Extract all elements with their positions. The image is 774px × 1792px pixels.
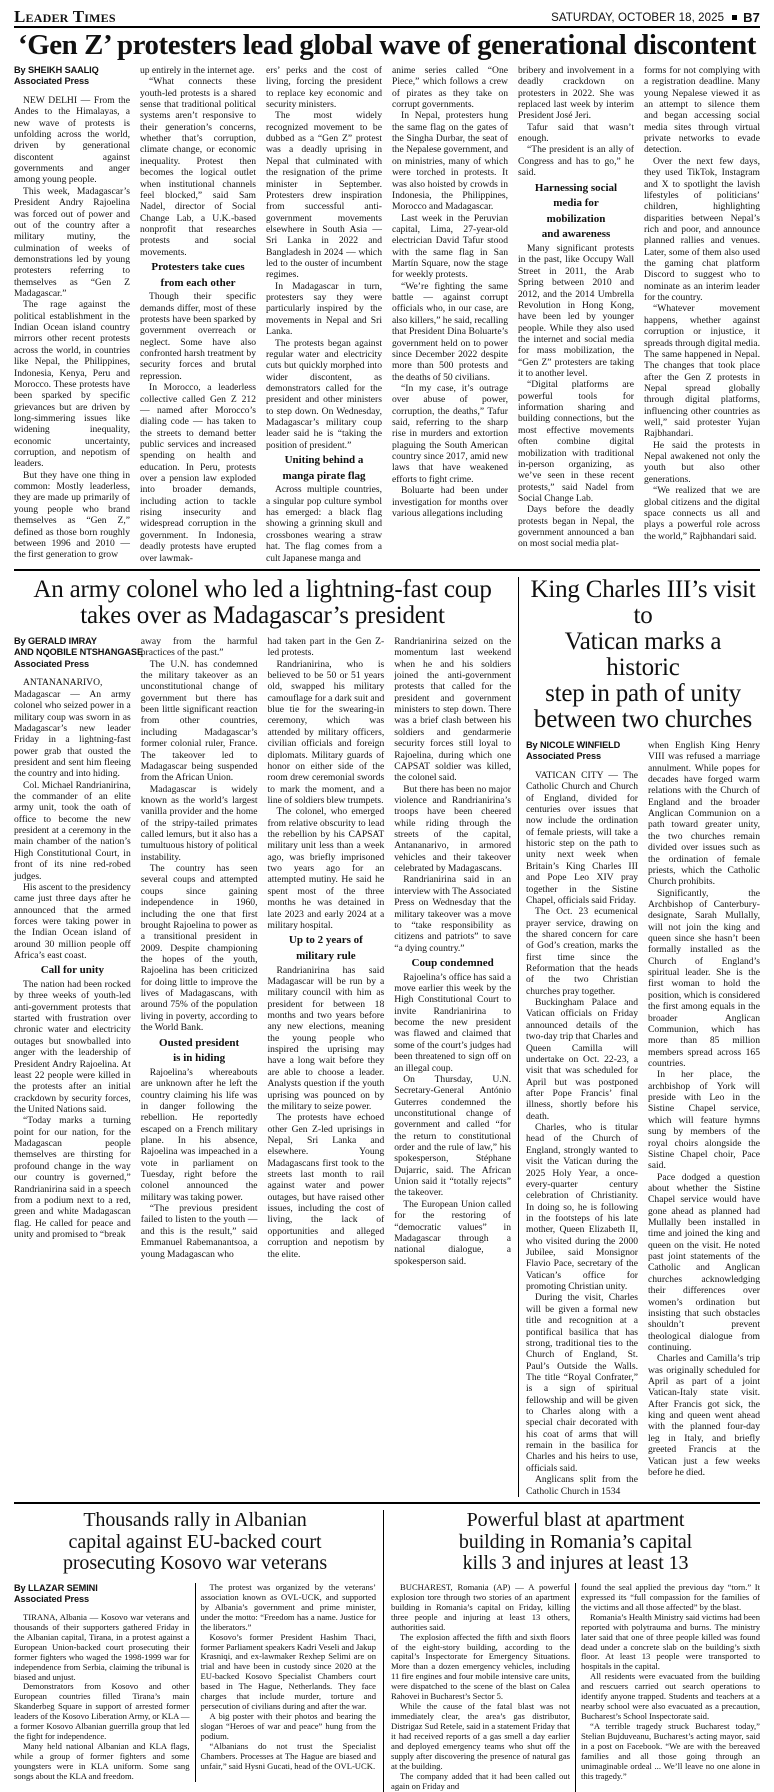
body-paragraph: BUCHAREST, Romania (AP) — A powerful explosion tore through two stories of an apartment building in Romania’s capital on Friday, killing three people and injuring at least 13 others, authorities said. bbox=[391, 1581, 570, 1632]
byline bbox=[14, 1583, 190, 1606]
body-paragraph: But there has been no major violence and Randrianirina’s troops have been cheered while riding through the streets of the capital, Antananarivo, in armored vehicles and their takeover celebrated by Madagascans. bbox=[394, 783, 511, 875]
madagascar-headline-line-2: takes over as Madagascar’s president bbox=[80, 601, 445, 629]
text-column bbox=[513, 65, 634, 564]
body-paragraph: The U.N. has condemned the military takeover as an unconstitutional change of government but there has been little significant reaction from other countries, including Madagascar’s former colonial ruler, France. The takeover led to Madagascar being suspended from the African Union. bbox=[140, 658, 258, 784]
body-paragraph: Col. Michael Randrianirina, the commander of an elite army unit, took the oath of office to become the new president at a ceremony in the main chamber of the nation’s High Constitutional Court, in front of its nine red-robed judges. bbox=[14, 779, 131, 882]
story-subheading: is in hiding bbox=[173, 1052, 226, 1065]
story-subheading: military rule bbox=[296, 949, 356, 962]
body-paragraph: Madagascar is widely known as the world’s largest vanilla provider and the home of the stripy-tailed primates called lemurs, but it also has a tumultuous history of political instability. bbox=[140, 783, 258, 863]
romania-headline-line-1: Powerful blast at apartment bbox=[466, 1508, 685, 1531]
king-charles-headline-line-4: between two churches bbox=[533, 705, 753, 733]
body-paragraph: The nation had been rocked by three weeks of youth-led anti-government protests that started with frustration over chronic water and electricity outages but snowballed into anger with the leadership of President Andry Rajoelina. At least 22 people were killed in the protests after an initial crackdown by security forces, the United Nations said. bbox=[14, 979, 131, 1115]
lead-story bbox=[14, 31, 760, 564]
body-paragraph: The protest was organized by the veterans’ association known as OVL-UCK, and supported by Albania’s government and prime minister, under the motto: “Freedom has a name. Justice for the liberators.” bbox=[200, 1581, 376, 1632]
story-subheading: Up to 2 years of bbox=[288, 934, 363, 947]
body-paragraph: Significantly, the Archbishop of Canterbury-designate, Sarah Mullally, will not join the king and queen since she hasn’t been formally installed as the Church of England’s spiritual leader. She is the first woman to hold the position, which is considered the first among equals in the broader Anglican Communion, which has more than 85 million members spread across 165 countries. bbox=[648, 887, 760, 1069]
byline-organization: Associated Press bbox=[526, 751, 602, 762]
body-paragraph: In Madagascar in turn, protesters say they were particularly inspired by the movements in Nepal and Sri Lanka. bbox=[266, 280, 382, 338]
body-paragraph: “The previous president failed to listen to the youth — and this is the result,” said Emmanuel Rabemanantsoa, a young Madagascan who bbox=[140, 1203, 258, 1260]
body-paragraph: Demonstrators from Kosovo and other European countries filled Tirana’s main Skanderbeg Square in support of arrested former leaders of the Kosovo Liberation Army, or KLA — a former Kosovo Albanian guerrilla group that led the fight for independence. bbox=[14, 1681, 190, 1742]
section-divider bbox=[14, 569, 760, 571]
body-paragraph: Randrianirina has said Madagascar will be run by a military council with him as president for between 18 months and two years before any new elections, meaning the young people who inspired the uprising may have a long wait before they are able to choose a leader. Analysts question if the youth uprising was pounced on by the military to seize power. bbox=[267, 964, 385, 1112]
newspaper-name: Leader Times bbox=[14, 7, 116, 26]
albania-columns bbox=[14, 1583, 376, 1782]
body-paragraph: “We’re fighting the same battle — against corrupt officials who, in our case, are also killers,” he said, recalling that President Dina Boluarte’s government held on to power since December 2022 despite more than 500 protests and the deaths of 50 civilians. bbox=[392, 280, 508, 383]
body-paragraph: The explosion affected the fifth and sixth floors of the eight-story building, according to the capital’s Inspectorate for Emergency Situations. More than a dozen emergency vehicles, including 11 fire engines and four mobile intensive care units, were dispatched to the scene of the blast on Calea Rahovei in Bucharest’s Sector 5. bbox=[391, 1631, 570, 1702]
body-paragraph: away from the harmful practices of the past.” bbox=[140, 635, 258, 659]
body-paragraph: He said the protests in Nepal awakened not only the youth but also other generations. bbox=[644, 439, 760, 485]
king-charles-columns bbox=[526, 740, 760, 1497]
lead-story-headline: ‘Gen Z’ protesters lead global wave of generational discontent bbox=[17, 29, 757, 61]
body-paragraph: Randrianirina, who is believed to be 50 or 51 years old, swapped his military camouflage for a dark suit and blue tie for the swearing-in ceremony, which was attended by military officers, civilian officials and foreign diplomats. Military guards of honor on either side of the room drew ceremonial swords to mark the moment, and a line of soldiers blew trumpets. bbox=[267, 658, 385, 806]
byline-author: By SHEIKH SAALIQ bbox=[14, 64, 99, 75]
story-subheading: from each other bbox=[160, 276, 236, 289]
square-bullet-icon bbox=[732, 15, 737, 20]
byline-organization: Associated Press bbox=[14, 76, 90, 87]
body-paragraph: The colonel, who emerged from relative obscurity to lead the rebellion by his CAPSAT military unit less than a week ago, was briefly imprisoned two years ago for an attempted mutiny. He said he spent most of the three months he was detained in late 2023 and early 2024 at a military hospital. bbox=[267, 806, 385, 931]
body-paragraph: “Whatever movement happens, whether against corruption or injustice, it spreads through digital media. The same happened in Nepal. The changes that took place after the Gen Z protests in Nepal spread globally through digital platforms, influencing other countries as well,” said protester Yujan Rajbhandari. bbox=[644, 303, 760, 440]
body-paragraph: Last week in the Peruvian capital, Lima, 27-year-old electrician David Tafur stood with the same flag in San Martín Square, now the stage for weekly protests. bbox=[392, 212, 508, 281]
body-paragraph: forms for not complying with a registration deadline. Many young Nepalese viewed it as an attempt to silence them and began accessing social media sites through virtual private networks to evade detection. bbox=[644, 64, 760, 156]
king-charles-headline bbox=[526, 577, 760, 733]
body-paragraph: “The president is an ally of Congress and has to go,” he said. bbox=[518, 144, 634, 179]
body-paragraph: VATICAN CITY — The Catholic Church and Church of England, divided for centuries over issues that now include the ordination of female priests, will take a historic step on the path to unity next week when Britain’s King Charles III and Pope Leo XIV pray together in the Sistine Chapel, officials said Friday. bbox=[526, 769, 638, 906]
body-paragraph: when English King Henry VIII was refused a marriage annulment. While popes for decades have forged warm relations with the Church of England and the broader Anglican Communion on a path toward greater unity, the two churches remain divided over issues such as the ordination of female priests, which the Catholic Church prohibits. bbox=[648, 739, 760, 888]
body-paragraph: On Thursday, U.N. Secretary-General António Guterres condemned the unconstitutional change of government and called “for the return to constitutional order and the rule of law,” his spokesperson, Stéphane Dujarric, said. The African Union said it “totally rejects” the takeover. bbox=[394, 1073, 511, 1199]
body-paragraph: “A terrible tragedy struck Bucharest today,” Stelian Bujduveanu, Bucharest’s acting mayor, said in a post on Facebook. “We are with the bereaved families and all those going through an unimaginable ordeal ... We’ll leave no one alone in this tragedy.” bbox=[581, 1721, 760, 1782]
text-column bbox=[387, 65, 508, 564]
body-paragraph: The country has seen several coups and attempted coups since gaining independence in 1960, including the one that first brought Rajoelina to power as a transitional president in 2009. Despite championing the hopes of the youth, Rajoelina has been criticized for doing little to improve the lives of Madagascans, with around 75% of the population living in poverty, according to the World Bank. bbox=[140, 863, 258, 1034]
body-paragraph: While the cause of the fatal blast was not immediately clear, the area’s gas distributor, Distrigaz Sud Retele, said in a statement Friday that it had received reports of a gas smell a day earlier and deployed emergency teams who shut off the supply after discovering the presence of natural gas at the building. bbox=[391, 1701, 570, 1772]
body-paragraph: Pace dodged a question about whether the Sistine Chapel service would have gone ahead as planned had Mullally been installed in time and joined the king and queen on the visit. He noted past joint statements of the Catholic and Anglican churches acknowledging their differences over women’s ordination but insisting that such obstacles shouldn’t prevent theological dialogue from continuing. bbox=[648, 1171, 760, 1353]
text-column bbox=[639, 65, 760, 564]
body-paragraph: TIRANA, Albania — Kosovo war veterans and thousands of their supporters gathered Friday in the Albanian capital, Tirana, in a protest against a European Union-backed court prosecuting their former fighters who waged the 1998-1999 war for independence from Serbia, claiming the tribunal is biased and unjust. bbox=[14, 1611, 190, 1682]
byline bbox=[526, 740, 638, 763]
story-subheading: and awareness bbox=[541, 228, 611, 241]
king-charles-headline-line-1: King Charles III’s visit to bbox=[530, 575, 756, 629]
body-paragraph: This week, Madagascar’s President Andry Rajoelina was forced out of power and out of the country after a military mutiny, the culmination of weeks of demonstrations led by young protesters referring to themselves as “Gen Z Madagascar.” bbox=[14, 185, 130, 300]
madagascar-story bbox=[14, 577, 511, 1497]
body-paragraph: “We realized that we are global citizens and the digital space connects us all and plays a powerful role across the world,” Rajbhandari said. bbox=[644, 485, 760, 542]
body-paragraph: Though their specific demands differ, most of these protests have been sparked by government overreach or neglect. Some have also confronted harsh treatment by security forces and brutal repression. bbox=[140, 291, 256, 382]
body-paragraph: Boluarte had been under investigation for months over various allegations including bbox=[392, 485, 508, 519]
text-column bbox=[135, 65, 256, 564]
body-paragraph: In her place, the archbishop of York will preside with Leo in the Sistine Chapel service, which will feature hymns sung by members of the royal choirs alongside the Sistine Chapel choir, Pace said. bbox=[648, 1069, 760, 1172]
byline-author: AND NQOBILE NTSHANGASE bbox=[14, 647, 143, 658]
madagascar-headline-line-1: An army colonel who led a lightning-fast coup bbox=[33, 575, 492, 603]
body-paragraph: In Morocco, a leaderless collective called Gen Z 212 — named after Morocco’s dialing code — has taken to the streets to demand better public services and increased spending on health and education. In Peru, protests over a pension law exploded into broader demands, including action to tackle rising insecurity and widespread corruption in the government. In Indonesia, deadly protests have erupted over lawmak- bbox=[140, 382, 256, 564]
middle-section bbox=[14, 577, 760, 1497]
albania-headline-line-3: prosecuting Kosovo war veterans bbox=[62, 1552, 328, 1575]
body-paragraph: Anglicans split from the Catholic Church in 1534 bbox=[526, 1474, 638, 1497]
story-subheading: media for bbox=[553, 197, 599, 210]
body-paragraph: Rajoelina’s whereabouts are unknown after he left the country claiming his life was in danger following the rebellion. He reportedly escaped on a French military plane. In his absence, Rajoelina was impeached in a vote in parliament on Tuesday, right before the colonel announced the military was taking power. bbox=[140, 1066, 258, 1203]
story-subheading: Protesters take cues bbox=[151, 261, 245, 274]
body-paragraph: The protests have echoed other Gen Z-led uprisings in Nepal, Sri Lanka and elsewhere. Young Madagascans first took to the streets last month to rail against water and power outages, but have raised other issues, including the cost of living, the lack of opportunities and alleged corruption and nepotism by the elite. bbox=[267, 1112, 385, 1260]
madagascar-headline bbox=[14, 577, 511, 629]
body-paragraph: Charles, who is titular head of the Church of England, strongly wanted to visit the Vatican during the 2025 Holy Year, a once-every-quarter century celebration of Christianity. In doing so, he is following in the footsteps of his late mother, Queen Elizabeth II, who visited during the 2000 Jubilee, said Monsignor Flavio Pace, secretary of the Vatican’s office for promoting Christian unity. bbox=[526, 1122, 638, 1293]
body-paragraph: Rajoelina’s office has said a move earlier this week by the High Constitutional Court to invite Randrianirina to become the new president was flawed and claimed that some of the court’s judges had been threatened to sign off on an illegal coup. bbox=[394, 971, 511, 1074]
text-column bbox=[136, 636, 258, 1267]
text-column bbox=[14, 65, 130, 564]
story-subheading: Ousted president bbox=[159, 1036, 240, 1049]
byline bbox=[14, 65, 130, 88]
body-paragraph: The Oct. 23 ecumenical prayer service, drawing on the shared concern for care of God’s creation, marks the first time since the Reformation that the heads of the two Christian churches pray together. bbox=[526, 906, 638, 997]
body-paragraph: “What connects these youth-led protests is a shared sense that traditional political systems aren’t responsive to their generation’s concerns, whether that’s corruption, climate change, or economic inequality. Protest then becomes the logical outlet when institutional channels feel blocked,” said Sam Nadel, director of Social Change Lab, a U.K.-based nonprofit that researches protests and social movements. bbox=[140, 76, 256, 258]
body-paragraph: Romania’s Health Ministry said victims had been reported with polytrauma and burns. The ministry later said that one of three people killed was found dead under a concrete slab on the building’s sixth floor. At least 13 people were transported to hospitals in the capital. bbox=[581, 1611, 760, 1672]
byline-author: By GERALD IMRAY bbox=[14, 635, 97, 646]
king-charles-story bbox=[518, 577, 760, 1497]
byline-organization: Associated Press bbox=[14, 1594, 90, 1605]
body-paragraph: Tafur said that wasn’t enough. bbox=[518, 121, 634, 145]
page-number: B7 bbox=[743, 9, 760, 25]
body-paragraph: Across multiple countries, a singular pop culture symbol has emerged: a black flag showing a grinning skull and crossbones wearing a straw hat. The flag comes from a cult Japanese manga and bbox=[266, 484, 382, 564]
body-paragraph: Over the next few days, they used TikTok, Instagram and X to spotlight the lavish lifestyles of politicians’ children, highlighting disparities between Nepal’s rich and poor, and announce planned rallies and venues. Later, some of them also used the gaming chat platform Discord to suggest who to nominate as an interim leader for the country. bbox=[644, 155, 760, 304]
body-paragraph: anime series called “One Piece,” which follows a crew of pirates as they take on corrupt governments. bbox=[392, 64, 508, 110]
body-paragraph: The company added that it had been called out again on Friday and bbox=[391, 1771, 570, 1792]
romania-columns bbox=[391, 1583, 760, 1792]
body-paragraph: A big poster with their photos and bearing the slogan “Heroes of war and peace” hung from the podium. bbox=[200, 1711, 376, 1742]
body-paragraph: The protests began against regular water and electricity cuts but quickly morphed into wider discontent, as demonstrators called for the president and other ministers to step down. On Wednesday, Madagascar’s military coup leader said he is “taking the position of president.” bbox=[266, 337, 382, 451]
text-column bbox=[14, 1583, 190, 1782]
text-column bbox=[263, 636, 385, 1267]
body-paragraph: “Today marks a turning point for our nation, for the Madagascan people themselves are thirsting for profound change in the way our country is governed,” Randrianirina said in a speech from a podium next to a red, green and white Madagascan flag. He called for peace and unity and promised to “break bbox=[14, 1115, 131, 1240]
romania-story bbox=[383, 1510, 760, 1792]
story-subheading: Uniting behind a bbox=[284, 454, 364, 467]
text-column bbox=[643, 740, 760, 1497]
byline-author: By LLAZAR SEMINI bbox=[14, 1582, 98, 1593]
byline-organization: Associated Press bbox=[14, 658, 90, 669]
story-subheading: Harnessing social bbox=[534, 181, 618, 194]
text-column bbox=[575, 1583, 760, 1792]
body-paragraph: found the seal applied the previous day “torn.” It expressed its “full compassion for the families of the victims and all those affected” by the blast. bbox=[581, 1581, 760, 1612]
romania-headline-line-2: building in Romania’s capital bbox=[458, 1530, 693, 1553]
text-column bbox=[14, 635, 143, 1267]
albania-headline bbox=[14, 1510, 376, 1575]
body-paragraph: ANTANANARIVO, Madagascar — An army colonel who seized power in a military coup was sworn in as Madagascar’s new leader Friday in a lightning-fast power grab that ousted the president and sent him fleeing the country and into hiding. bbox=[14, 677, 131, 780]
body-paragraph: “Albanians do not trust the Specialist Chambers. Processes at The Hague are biased and unfair,” said Hysni Gucati, head of the OVL-UCK. bbox=[200, 1741, 376, 1772]
section-divider-2 bbox=[14, 1502, 760, 1504]
text-column bbox=[391, 1583, 570, 1792]
body-paragraph: During the visit, Charles will be given a formal new title and recognition at a pontifical basilica that has strong, traditional ties to the Church of England, St. Paul’s Outside the Walls. The title “Royal Confrater,” is a sign of spiritual fellowship and will be given to Charles along with a special chair decorated with his coat of arms that will remain in the basilica for Charles and his heirs to use, officials said. bbox=[526, 1292, 638, 1474]
albania-story bbox=[14, 1510, 376, 1792]
byline-author: By NICOLE WINFIELD bbox=[526, 739, 621, 750]
text-column bbox=[526, 740, 638, 1497]
body-paragraph: His ascent to the presidency came just three days after he announced that the armed forces were taking power in the Indian Ocean island of around 30 million people off Africa’s east coast. bbox=[14, 881, 131, 962]
body-paragraph: NEW DELHI — From the Andes to the Himalayas, a new wave of protests is unfolding across the world, driven by generational discontent against governments and anger among young people. bbox=[14, 94, 130, 186]
body-paragraph: bribery and involvement in a deadly crackdown on protesters in 2022. She was replaced last week by interim President José Jeri. bbox=[518, 64, 634, 122]
text-column bbox=[389, 636, 511, 1267]
text-column bbox=[195, 1583, 377, 1782]
body-paragraph: Kosovo’s former President Hashim Thaci, former Parliament speakers Kadri Veseli and Jakup Krasniqi, and ex-lawmaker Rexhep Selimi are on trial and have been in custody since 2020 at the EU-backed Kosovo Specialist Chambers court based in The Hague, Netherlands. They face charges that include murder, torture and persecution of civilians during and after the war. bbox=[200, 1631, 376, 1712]
story-subheading: Coup condemned bbox=[411, 956, 494, 969]
story-subheading: manga pirate flag bbox=[282, 469, 366, 482]
bottom-section bbox=[14, 1510, 760, 1792]
masthead-right bbox=[551, 11, 760, 25]
king-charles-headline-line-2: Vatican marks a historic bbox=[564, 627, 722, 681]
body-paragraph: The most widely recognized movement to be dubbed as a “Gen Z” protest was a deadly uprising in Nepal that culminated with the resignation of the prime minister in September. Protesters drew inspiration from successful anti-government movements elsewhere in South Asia — Sri Lanka in 2022 and Bangladesh in 2024 — which led to the ouster of incumbent regimes. bbox=[266, 110, 382, 281]
body-paragraph: Randrianirina said in an interview with The Associated Press on Wednesday that the military takeover was a move to “take responsibility as citizens and patriots” to save “a dying country.” bbox=[394, 874, 511, 954]
body-paragraph: Days before the deadly protests began in Nepal, the government announced a ban on most social media plat- bbox=[518, 504, 634, 550]
body-paragraph: All residents were evacuated from the building and rescuers carried out search operations to identify anyone trapped. Students and teachers at a nearby school were also evacuated as a precaution, Bucharest’s School Inspectorate said. bbox=[581, 1671, 760, 1722]
story-subheading: Call for unity bbox=[40, 964, 105, 977]
body-paragraph: had taken part in the Gen Z-led protests. bbox=[267, 635, 385, 659]
publication-date: SATURDAY, OCTOBER 18, 2025 bbox=[551, 11, 725, 24]
albania-headline-line-1: Thousands rally in Albanian bbox=[83, 1508, 307, 1531]
body-paragraph: Randrianirina seized on the momentum last weekend when he and his soldiers joined the anti-government protests that called for the president and government ministers to step down. There was a brief clash between his soldiers and gendarmerie security forces still loyal to Rajoelina, during which one CAPSAT soldier was killed, the colonel said. bbox=[394, 635, 511, 784]
body-paragraph: up entirely in the internet age. bbox=[140, 64, 255, 76]
body-paragraph: Charles and Camilla’s trip was originally scheduled for April as part of a joint Vatican-Italy state visit. After Francis got sick, the king and queen went ahead with the planned four-day leg in Italy, and briefly greeted Francis at the Vatican just a few weeks before he died. bbox=[648, 1353, 760, 1478]
king-charles-headline-line-3: step in path of unity bbox=[545, 679, 741, 707]
body-paragraph: “Digital platforms are powerful tools for information sharing and building connections, but the most effective movements often combine digital mobilization with traditional in-person organizing, as we’ve seen in these recent protests,” said Nadel from Social Change Lab. bbox=[518, 379, 634, 504]
madagascar-columns bbox=[14, 636, 511, 1267]
body-paragraph: Many significant protests in the past, like Occupy Wall Street in 2011, the Arab Spring between 2010 and 2012, and the 2014 Umbrella Revolution in Hong Kong, have been led by younger people. While they also used the internet and social media for mass mobilization, the “Gen Z” protesters are taking it to another level. bbox=[518, 243, 634, 380]
body-paragraph: The European Union called for the restoring of “democratic values” in Madagascar through a national dialogue, a spokesperson said. bbox=[394, 1198, 511, 1267]
body-paragraph: In Nepal, protesters hung the same flag on the gates of the Singha Durbar, the seat of the Nepalese government, and on ministries, many of which were torched in protests. It was also hoisted by crowds in Indonesia, the Philippines, Morocco and Madagascar. bbox=[392, 110, 508, 213]
body-paragraph: The rage against the political establishment in the Indian Ocean island country mirrors other recent protests across the world, in countries like Nepal, the Philippines, Indonesia, Kenya, Peru and Morocco. These protests have been sparked by specific grievances but are driven by long-simmering issues like widening inequality, economic uncertainty, corruption, and nepotism of leaders. bbox=[14, 299, 130, 470]
romania-headline bbox=[391, 1510, 760, 1575]
masthead bbox=[14, 8, 760, 28]
romania-headline-line-3: kills 3 and injures at least 13 bbox=[462, 1552, 689, 1575]
body-paragraph: Buckingham Palace and Vatican officials on Friday announced details of the two-day trip that Charles and Queen Camilla will undertake on Oct. 22-23, a visit that was scheduled for April but was postponed after Pope Francis’ final illness, shortly before his death. bbox=[526, 997, 638, 1122]
body-paragraph: Many held national Albanian and KLA flags, while a group of former fighters and some youngsters were in KLA uniform. Some sang songs about the KLA and freedom. bbox=[14, 1741, 190, 1782]
body-paragraph: But they have one thing in common: Mostly leaderless, they are made up primarily of young people who brand themselves as “Gen Z,” defined as those born roughly between 1996 and 2010 — the first generation to grow bbox=[14, 469, 130, 561]
body-paragraph: “In my case, it’s outrage over abuse of power, corruption, the deaths,” Tafur said, referring to the sharp rise in murders and extortion plaguing the South American country since 2017, amid new laws that have weakened efforts to fight crime. bbox=[392, 382, 508, 485]
text-column bbox=[261, 65, 382, 564]
byline bbox=[14, 635, 143, 671]
albania-headline-line-2: capital against EU-backed court bbox=[68, 1530, 322, 1553]
story-subheading: mobilization bbox=[546, 212, 606, 225]
body-paragraph: ers’ perks and the cost of living, forcing the president to replace key economic and security ministers. bbox=[266, 64, 382, 110]
lead-story-columns bbox=[14, 65, 760, 564]
